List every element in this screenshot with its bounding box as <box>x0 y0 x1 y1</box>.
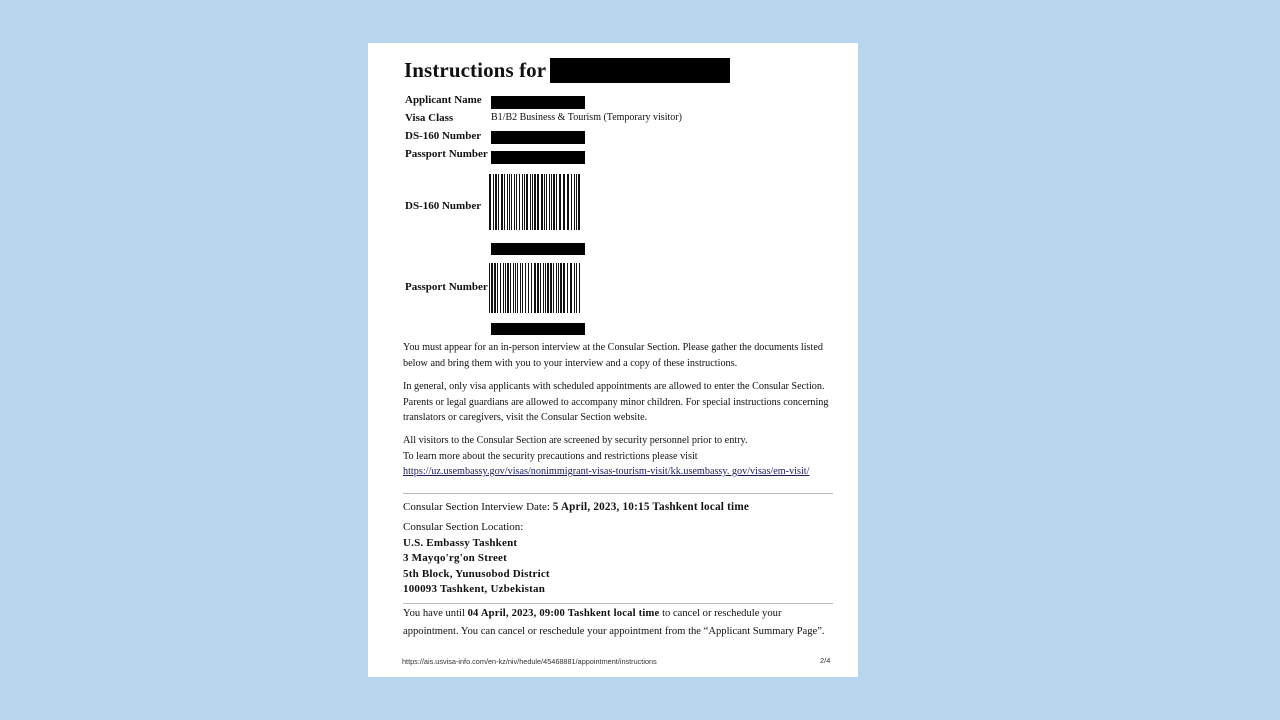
cancel-deadline: 04 April, 2023, 09:00 Tashkent local time <box>467 608 660 619</box>
field-label: Passport Number <box>405 148 488 160</box>
location-line: 100093 Tashkent, Uzbekistan <box>403 583 546 595</box>
footer-url: https://ais.usvisa-info.com/en-kz/niv/hedule/45468881/appointment/instructions <box>402 657 657 666</box>
cancel-line-2: appointment. You can cancel or reschedule your appointment from the “Applicant Summary Page”. <box>403 626 825 637</box>
cancel-notice <box>403 605 843 641</box>
ds160-barcode-redaction <box>491 243 585 255</box>
title-redaction <box>550 58 730 83</box>
passport-barcode <box>489 263 581 313</box>
security-links <box>403 464 833 480</box>
embassy-link-kk[interactable]: kk.usembassy. gov/visas/em-visit/ <box>670 466 810 477</box>
location-line: 5th Block, Yunusobod District <box>403 567 550 580</box>
field-label: Visa Class <box>405 112 454 124</box>
cancel-prefix: You have until <box>403 608 465 619</box>
location-label: Consular Section Location: <box>403 521 524 533</box>
interview-date <box>403 501 749 513</box>
paragraph-entry-policy: In general, only visa applicants with scheduled appointments are allowed to enter the Consular Section. Parents or legal guardians are allowed to accompany minor children. For special instructions concerning translators or caregivers, visit the Consular Section website. <box>403 381 829 423</box>
barcode-label-passport: Passport Number <box>405 281 488 293</box>
field-redaction <box>491 131 585 144</box>
passport-barcode-redaction <box>491 323 585 335</box>
barcode-label-ds160: DS-160 Number <box>405 200 482 212</box>
page-number: 2/4 <box>820 656 831 665</box>
field-redaction <box>491 151 585 164</box>
title-row <box>404 57 730 83</box>
field-redaction <box>491 96 585 109</box>
location-line: 3 Mayqo'rg'on Street <box>403 552 508 564</box>
divider <box>403 493 833 494</box>
field-label: DS-160 Number <box>405 130 482 142</box>
field-value: B1/B2 Business & Tourism (Temporary visitor) <box>491 112 682 123</box>
document-page <box>368 43 858 677</box>
paragraph-security <box>403 433 833 480</box>
embassy-link-uz[interactable]: https://uz.usembassy.gov/visas/nonimmigrant-visas-tourism-visit/ <box>403 466 671 477</box>
cancel-suffix: to cancel or reschedule your <box>662 608 782 619</box>
consular-location <box>403 520 550 598</box>
interview-label: Consular Section Interview Date: <box>403 501 550 513</box>
divider <box>403 603 833 604</box>
paragraph-interview-notice: You must appear for an in-person interview at the Consular Section. Please gather the documents listed below and bring them with you to your interview and a copy of these instructions. <box>403 342 823 369</box>
security-line-2: To learn more about the security precautions and restrictions please visit <box>403 450 698 462</box>
ds160-barcode <box>489 174 581 230</box>
interview-value: 5 April, 2023, 10:15 Tashkent local time <box>552 501 750 513</box>
location-line: U.S. Embassy Tashkent <box>403 536 518 549</box>
cancel-line-1 <box>403 605 843 623</box>
field-label: Applicant Name <box>405 94 482 106</box>
security-line-1: All visitors to the Consular Section are screened by security personnel prior to entry. <box>403 435 748 446</box>
page-title: Instructions for <box>404 57 547 82</box>
